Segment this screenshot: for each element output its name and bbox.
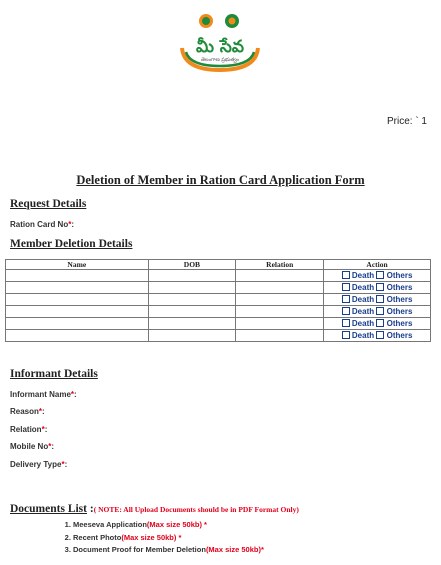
death-checkbox[interactable] [342,331,350,339]
meeseva-logo [172,8,268,74]
required-mark: * [48,442,52,451]
delivery-type-field[interactable] [10,460,67,469]
relation-cell[interactable] [236,306,324,318]
dob-cell[interactable] [148,318,236,330]
document-size: (Max size 50kb) [205,545,261,554]
others-label: Others [386,271,413,280]
relation-cell[interactable] [236,270,324,282]
colon: : [64,460,68,469]
colon: : [44,425,48,434]
death-checkbox[interactable] [342,307,350,315]
field-label: Delivery Type [10,460,62,469]
name-cell[interactable] [6,306,149,318]
table-row [6,294,431,306]
required-mark: * [38,407,43,416]
dob-cell[interactable] [148,306,236,318]
others-checkbox[interactable] [376,295,384,303]
form-title: Deletion of Member in Ration Card Application Form [76,173,365,187]
death-checkbox[interactable] [342,271,350,279]
documents-colon: : [87,503,94,515]
death-label: Death [351,307,375,316]
others-checkbox[interactable] [376,271,384,279]
table-row [6,318,431,330]
required-mark: * [260,545,264,554]
required-mark: * [70,390,75,399]
request-details-heading: Request Details [10,198,87,210]
others-checkbox[interactable] [376,319,384,327]
relation-field[interactable] [10,425,47,434]
action-cell [324,270,431,282]
relation-cell[interactable] [236,318,324,330]
table-row [6,282,431,294]
colon: : [51,442,55,451]
logo-text: మీ సేవ [196,37,244,57]
required-mark: * [176,532,182,542]
death-checkbox[interactable] [342,283,350,291]
action-cell [324,330,431,342]
relation-cell[interactable] [236,282,324,294]
colon: : [74,390,77,399]
action-cell [324,282,431,294]
document-item [73,532,264,545]
death-label: Death [351,283,375,292]
ration-card-label: Ration Card No [10,220,69,229]
informant-details-heading: Informant Details [10,368,98,380]
action-cell [324,294,431,306]
others-label: Others [386,283,413,292]
reason-field[interactable] [10,407,45,416]
others-label: Others [386,307,413,316]
field-label: Reason [10,407,39,416]
name-cell[interactable] [6,330,149,342]
documents-note: ( NOTE: All Upload Documents should be in PDF Format Only) [93,505,299,514]
documents-list-label: Documents List [10,503,87,515]
death-label: Death [351,271,375,280]
document-label: Meeseva Application [73,520,147,529]
document-size: (Max size 50kb) [121,532,177,542]
price-label: Price: ` 1 [386,116,427,127]
relation-cell[interactable] [236,294,324,306]
others-label: Others [386,331,413,340]
document-item [73,544,264,557]
dob-cell[interactable] [148,330,236,342]
name-cell[interactable] [6,270,149,282]
required-mark: * [61,460,65,469]
colon: : [42,407,45,416]
action-cell [324,318,431,330]
death-checkbox[interactable] [342,295,350,303]
column-header-dob: DOB [148,260,236,270]
field-label: Mobile No [10,442,49,451]
column-header-action: Action [324,260,431,270]
column-header-relation: Relation [236,260,324,270]
ration-card-field[interactable] [10,220,74,229]
document-item [73,519,264,532]
field-label: Relation [10,425,42,434]
name-cell[interactable] [6,282,149,294]
name-cell[interactable] [6,318,149,330]
required-mark: * [68,220,72,229]
death-label: Death [351,319,375,328]
death-checkbox[interactable] [342,319,350,327]
member-deletion-heading: Member Deletion Details [10,238,133,250]
death-label: Death [351,331,375,340]
death-label: Death [351,295,375,304]
dob-cell[interactable] [148,294,236,306]
required-mark: * [41,425,45,434]
dob-cell[interactable] [148,282,236,294]
required-mark: * [201,520,207,529]
colon: : [71,220,75,229]
table-row [6,330,431,342]
document-label: Recent Photo [73,532,122,542]
table-row [6,270,431,282]
others-label: Others [386,295,413,304]
document-size: (Max size 50kb) [146,520,202,529]
documents-list [58,519,264,557]
action-cell [324,306,431,318]
mobile-no-field[interactable] [10,442,54,451]
table-row [6,306,431,318]
others-label: Others [386,319,413,328]
logo-subtext: తెలంగాణ ప్రభుత్వం [201,57,239,63]
informant-name-field[interactable] [10,390,77,399]
documents-list-heading [10,499,299,517]
column-header-name: Name [6,260,149,270]
document-label: Document Proof for Member Deletion [73,545,206,554]
others-checkbox[interactable] [376,331,384,339]
name-cell[interactable] [6,294,149,306]
member-deletion-table [5,259,431,342]
relation-cell[interactable] [236,330,324,342]
others-checkbox[interactable] [376,307,384,315]
others-checkbox[interactable] [376,283,384,291]
field-label: Informant Name [10,390,71,399]
dob-cell[interactable] [148,270,236,282]
